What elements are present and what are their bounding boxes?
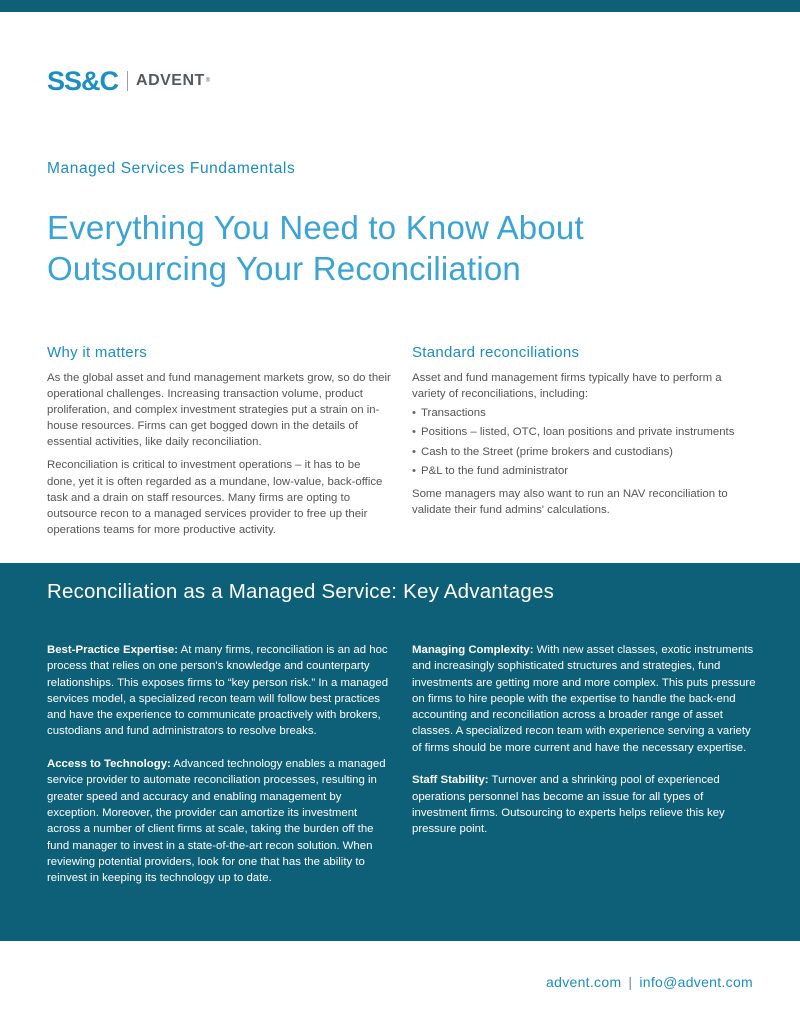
title-line-2: Outsourcing Your Reconciliation xyxy=(47,250,521,287)
standard-heading: Standard reconciliations xyxy=(412,344,580,361)
list-item: • Transactions xyxy=(412,404,757,423)
logo-wordmark: ADVENT xyxy=(136,72,205,89)
advantages-title: Reconciliation as a Managed Service: Key Advantages xyxy=(47,580,555,603)
list-item: • P&L to the fund administrator xyxy=(412,462,757,481)
logo-divider xyxy=(127,71,128,91)
advantage-text: Turnover and a shrinking pool of experienced operations personnel has become an issue for all types of investment firms. Outsourcing to experts helps relieve this key pressure point. xyxy=(412,774,725,836)
standard-reconciliations-section xyxy=(412,344,757,526)
advantage-technology xyxy=(47,756,392,886)
website-link[interactable]: advent.com xyxy=(546,974,622,990)
why-it-matters-section xyxy=(47,344,392,545)
advantage-term: Access to Technology: xyxy=(47,758,171,771)
advantages-right-column xyxy=(412,642,757,854)
ssc-advent-logo xyxy=(47,66,210,96)
advantage-text: Advanced technology enables a managed service provider to automate reconciliation processes, resulting in greater speed and accuracy and enabling management by exception. Moreover, the provider can amortize its investment across a number of client firms at scale, taking the burden off the fund manager to invest in a state-of-the-art recon solution. When reviewing potential providers, look for one that has the ability to reinvest in keeping its technology up to date. xyxy=(47,758,386,885)
logo-mark: SS&C xyxy=(47,65,119,96)
email-link[interactable]: info@advent.com xyxy=(639,974,753,990)
logo-trademark: ® xyxy=(205,78,211,84)
advantage-term: Managing Complexity: xyxy=(412,644,534,656)
why-paragraph-2: Reconciliation is critical to investment operations – it has to be done, yet it is often regarded as a mundane, low-value, back-office task and a drain on staff resources. Many firms are opting to outsource recon to a managed services provider to free up their operations teams for more productive activity. xyxy=(47,459,383,536)
page-title xyxy=(47,207,747,289)
advantage-staff-stability xyxy=(412,772,757,837)
reconciliation-list xyxy=(412,404,757,481)
standard-intro: Asset and fund management firms typically have to perform a variety of reconciliations, including: xyxy=(412,372,722,401)
advantage-term: Best-Practice Expertise: xyxy=(47,644,179,656)
advantage-term: Staff Stability: xyxy=(412,774,489,787)
advantage-complexity xyxy=(412,642,757,756)
list-item: • Positions – listed, OTC, loan positions and private instruments xyxy=(412,423,757,442)
series-kicker: Managed Services Fundamentals xyxy=(47,160,296,177)
footer-separator: | xyxy=(628,974,633,990)
advantage-text: With new asset classes, exotic instruments and increasingly sophisticated structures and strategies, fund investments are getting more and more complex. This puts pressure on firms to hire people with the expertise to handle the back-end accounting and reconciliation across a broader range of asset classes. A specialized recon team with experience serving a variety of firms should be more current and have the necessary expertise. xyxy=(412,644,756,754)
advantage-best-practice xyxy=(47,642,392,740)
title-line-1: Everything You Need to Know About xyxy=(47,209,584,246)
top-accent-bar xyxy=(0,0,800,12)
standard-outro: Some managers may also want to run an NAV reconciliation to validate their fund admins' calculations. xyxy=(412,488,728,517)
advantages-left-column xyxy=(47,642,392,903)
list-item: • Cash to the Street (prime brokers and custodians) xyxy=(412,443,757,462)
footer-contact xyxy=(546,974,753,990)
why-heading: Why it matters xyxy=(47,344,148,361)
advantage-text: At many firms, reconciliation is an ad hoc process that relies on one person's knowledge and counterparty relationships. This exposes firms to “key person risk.” In a managed services model, a specialized recon team will follow best practices and have the experience to communicate proactively with brokers, custodians and fund administrators to resolve breaks. xyxy=(47,644,389,738)
why-paragraph-1: As the global asset and fund management markets grow, so do their operational challenges. Increasing transaction volume, product proliferation, and complex investment strategies put a strain on in-house resources. Firms can get bogged down in the details of essential activities, like daily reconciliation. xyxy=(47,372,391,449)
